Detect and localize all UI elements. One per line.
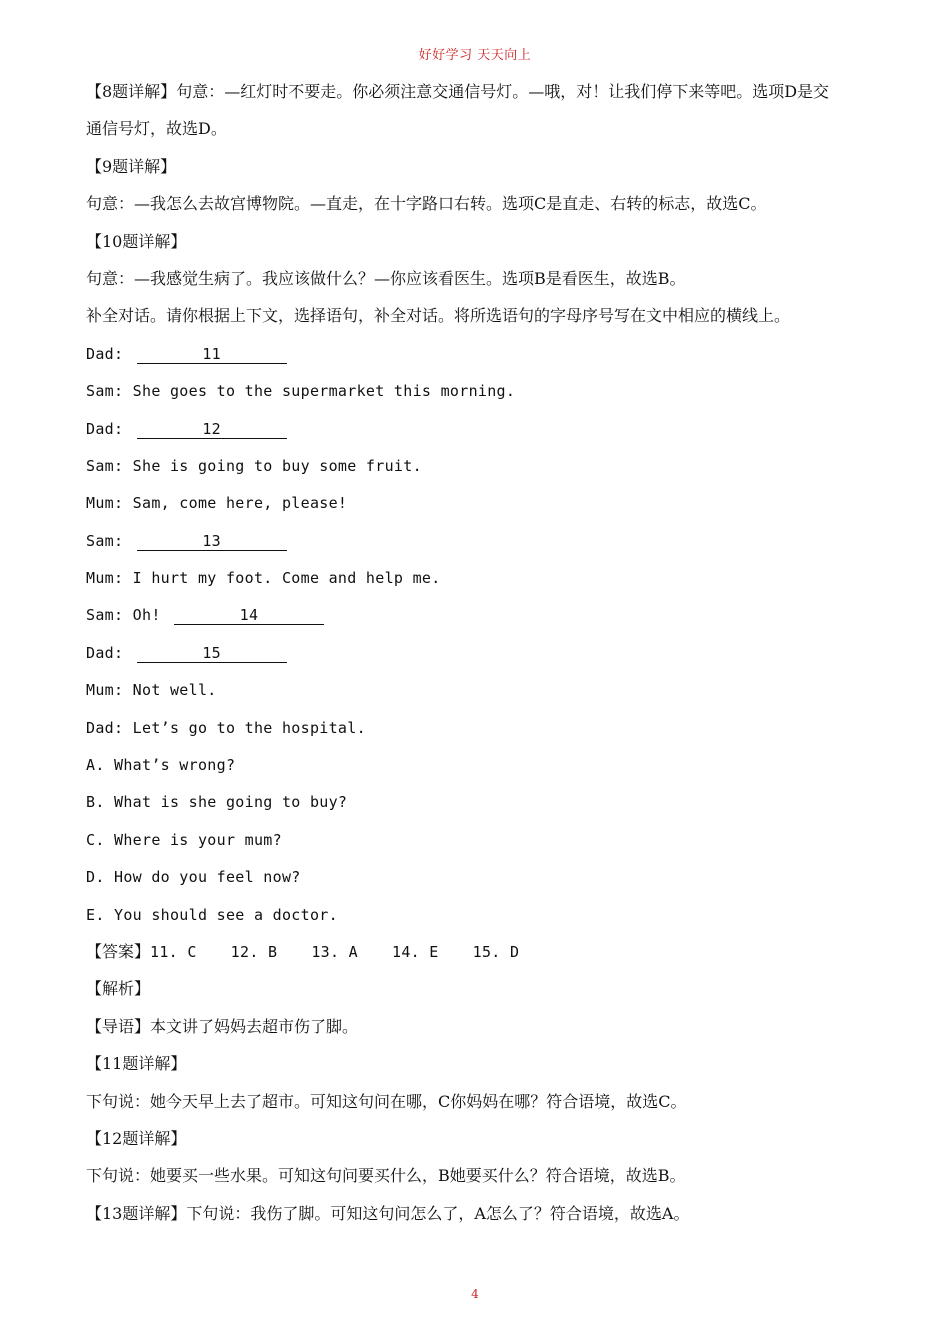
- option-item: A. What’s wrong?: [86, 756, 236, 775]
- speaker: Sam:: [86, 531, 133, 550]
- speaker: Sam:: [86, 382, 133, 401]
- q11-label: 【11题详解】: [86, 1054, 187, 1074]
- answer-blank[interactable]: 14: [174, 606, 324, 625]
- answer-blank[interactable]: 12: [137, 420, 287, 439]
- analysis-label: 【解析】: [86, 979, 151, 999]
- answer-blank[interactable]: 15: [137, 644, 287, 663]
- dialogue-text: I hurt my foot. Come and help me.: [132, 569, 441, 588]
- dialogue-instruction: 补全对话。请你根据上下文，选择语句，补全对话。将所选语句的字母序号写在文中相应的横线上。: [86, 306, 791, 326]
- dialogue-line: [86, 714, 886, 751]
- answer-blank[interactable]: 11: [137, 345, 287, 364]
- dialogue-text: Sam, come here, please!: [132, 494, 348, 513]
- q13-text: 下句说：我伤了脚。可知这句问怎么了，A怎么了？符合语境，故选A。: [186, 1203, 690, 1223]
- dialogue-line: [86, 415, 886, 452]
- q13-label: 【13题详解】: [86, 1203, 187, 1223]
- q8-text: 句意：—红灯时不要走。你必须注意交通信号灯。—哦，对！让我们停下来等吧。选项D是交: [176, 82, 830, 101]
- dialogue-line: [86, 601, 886, 638]
- answer-item: 14. E: [391, 942, 439, 961]
- speaker: Dad:: [86, 419, 133, 438]
- guide-line: [86, 1013, 886, 1050]
- dialogue-line: [86, 527, 886, 564]
- q9-text: 句意：—我怎么去故宫博物院。—直走，在十字路口右转。选项C是直走、右转的标志，故选C。: [86, 194, 767, 214]
- page-number: 4: [471, 1287, 479, 1301]
- dialogue-line: [86, 377, 886, 414]
- option-item: B. What is she going to buy?: [86, 793, 348, 812]
- dialogue-line: [86, 639, 886, 676]
- speaker: Mum:: [86, 569, 133, 588]
- q10-label: 【10题详解】: [86, 231, 187, 251]
- q8-explanation-cont: 通信号灯，故选D。: [86, 119, 227, 139]
- speaker: Dad:: [86, 643, 133, 662]
- speaker: Mum:: [86, 681, 133, 700]
- answer-item: 12. B: [230, 942, 278, 961]
- q12-label: 【12题详解】: [86, 1128, 187, 1148]
- answer-item: 13. A: [311, 942, 358, 961]
- dialogue-text: Not well.: [132, 681, 217, 700]
- dialogue-text: Oh!: [132, 606, 170, 625]
- answer-line: [86, 938, 886, 975]
- answer-items: [150, 943, 553, 961]
- q8-explanation: [86, 78, 886, 115]
- speaker: Dad:: [86, 344, 133, 363]
- dialogue-line: [86, 564, 886, 601]
- page-header: 好好学习 天天向上: [418, 48, 532, 63]
- document-body: [86, 78, 886, 1237]
- dialogue-text: Let’s go to the hospital.: [132, 718, 366, 737]
- dialogue-line: [86, 452, 886, 489]
- answer-label: 【答案】: [86, 941, 151, 961]
- dialogue-line: [86, 340, 886, 377]
- q10-text: 句意：—我感觉生病了。我应该做什么？—你应该看医生。选项B是看医生，故选B。: [86, 268, 686, 288]
- q9-label: 【9题详解】: [86, 156, 177, 176]
- option-item: D. How do you feel now?: [86, 868, 301, 887]
- speaker: Mum:: [86, 494, 133, 513]
- answer-blank[interactable]: 13: [137, 532, 287, 551]
- dialogue: [86, 340, 886, 751]
- answer-item: 15. D: [472, 942, 520, 961]
- q11-text: 下句说：她今天早上去了超市。可知这句问在哪，C你妈妈在哪？符合语境，故选C。: [86, 1091, 687, 1111]
- option-item: E. You should see a doctor.: [86, 905, 338, 924]
- speaker: Sam:: [86, 606, 133, 625]
- dialogue-text: She goes to the supermarket this morning.: [132, 382, 516, 401]
- answer-item: 11. C: [150, 942, 197, 961]
- q8-label: 【8题详解】: [86, 82, 177, 101]
- dialogue-text: She is going to buy some fruit.: [132, 456, 422, 475]
- dialogue-line: [86, 676, 886, 713]
- dialogue-line: [86, 489, 886, 526]
- speaker: Sam:: [86, 456, 133, 475]
- q12-text: 下句说：她要买一些水果。可知这句问要买什么，B她要买什么？符合语境，故选B。: [86, 1166, 686, 1186]
- q13-line: [86, 1200, 886, 1237]
- option-item: C. Where is your mum?: [86, 830, 282, 849]
- guide-text: 本文讲了妈妈去超市伤了脚。: [150, 1016, 359, 1036]
- speaker: Dad:: [86, 718, 133, 737]
- option-list: [86, 751, 886, 938]
- guide-label: 【导语】: [86, 1016, 151, 1036]
